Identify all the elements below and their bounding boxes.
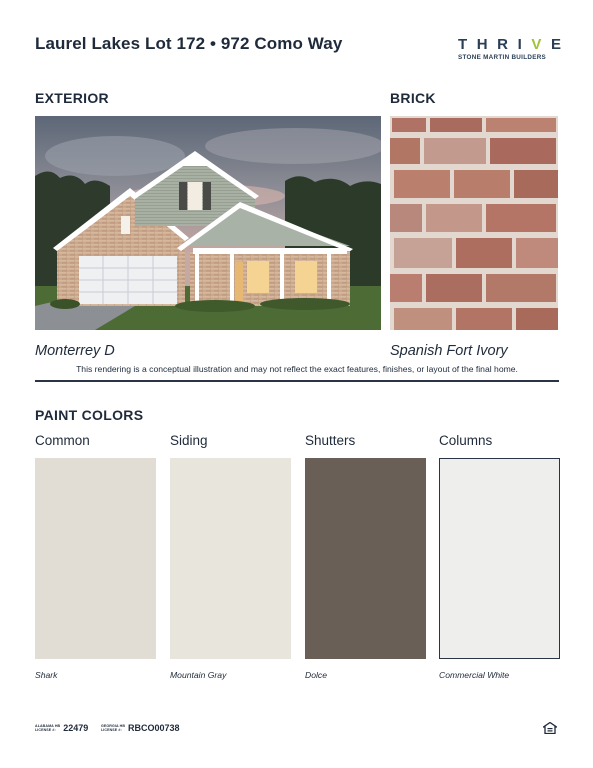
brick-heading: BRICK — [390, 90, 436, 106]
paint-swatch-shutters — [305, 458, 426, 659]
paint-swatch-columns — [439, 458, 560, 659]
license-label-top: GEORGIA HB — [101, 724, 126, 728]
paint-colors-heading: PAINT COLORS — [35, 407, 144, 423]
disclaimer-text: This rendering is a conceptual illustration and may not reflect the exact features, finishes, or layout of the final home. — [76, 364, 518, 374]
license-alabama — [35, 723, 88, 733]
logo-wordmark — [458, 36, 561, 52]
paint-label-common: Common — [35, 433, 90, 448]
exterior-caption: Monterrey D — [35, 343, 115, 359]
license-label — [35, 724, 60, 732]
logo-letter: I — [517, 35, 522, 53]
license-georgia — [101, 723, 180, 733]
license-number: 22479 — [63, 723, 89, 733]
paint-swatch-common — [35, 458, 156, 659]
paint-name-siding: Mountain Gray — [170, 670, 227, 680]
license-number: RBCO00738 — [128, 723, 180, 733]
paint-name-columns: Commercial White — [439, 670, 510, 680]
divider — [35, 380, 559, 382]
brick-texture-image — [390, 116, 558, 330]
paint-name-shutters: Dolce — [305, 670, 327, 680]
logo-letter: E — [550, 35, 561, 53]
license-label-bottom: LICENSE #: — [101, 728, 122, 732]
paint-swatch-siding — [170, 458, 291, 659]
paint-label-siding: Siding — [170, 433, 208, 448]
license-label-top: ALABAMA HB — [35, 724, 61, 728]
exterior-rendering-image — [35, 116, 381, 330]
page-title: Laurel Lakes Lot 172 • 972 Como Way — [35, 34, 343, 53]
exterior-heading: EXTERIOR — [35, 90, 109, 106]
logo-letter: T — [458, 35, 468, 53]
paint-name-common: Shark — [35, 670, 58, 680]
logo-subtitle: STONE MARTIN BUILDERS — [458, 54, 547, 61]
paint-label-shutters: Shutters — [305, 433, 356, 448]
equal-housing-icon — [543, 722, 557, 734]
thrive-logo — [458, 36, 561, 61]
logo-letter: H — [476, 35, 488, 53]
license-label — [101, 724, 125, 732]
logo-letter: R — [497, 35, 509, 53]
paint-label-columns: Columns — [439, 433, 493, 448]
license-label-bottom: LICENSE #: — [35, 728, 56, 732]
brick-caption: Spanish Fort Ivory — [390, 343, 508, 359]
logo-letter-accent: V — [531, 35, 542, 53]
